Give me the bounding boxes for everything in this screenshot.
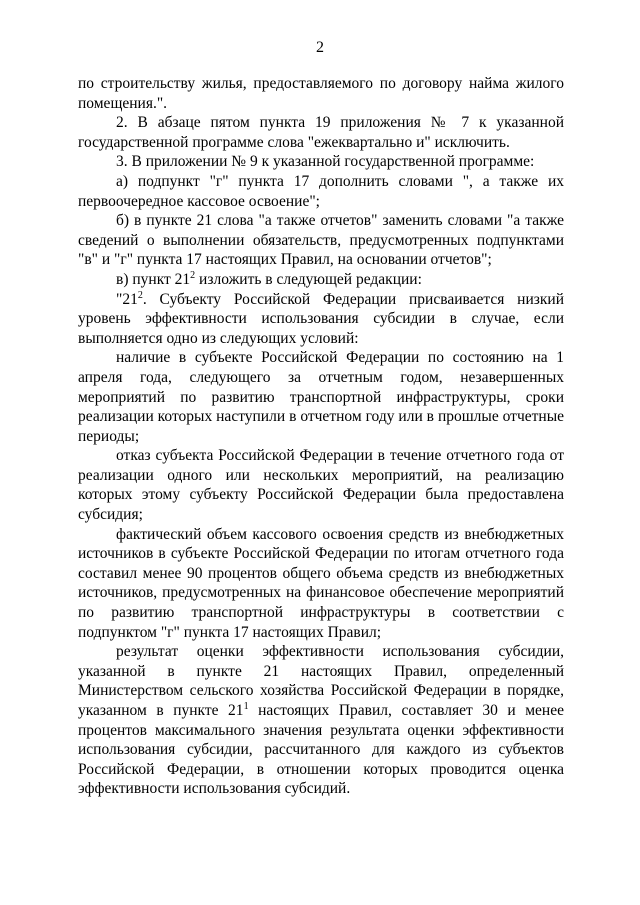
clause-21-2 — [78, 290, 564, 349]
condition-cash-execution: фактический объем кассового освоения средств из внебюджетных источников в субъекте Российской Федерации по итогам отчетного года составил менее 90 процентов общего объема средств из внебюджетных источников, предусмотренных на финансовое обеспечение мероприятий по развитию транспортной инфраструктуры в соответствии с подпунктом "г" пункта 17 настоящих Правил; — [78, 525, 564, 641]
paragraph-item-3: 3. В приложении № 9 к указанной государственной программе: — [116, 153, 535, 171]
clause-21-2-text-end: . Субъекту Российской Федерации присваивается низкий уровень эффективности использования субсидии в случае, если выполняется одно из следующих условий: — [78, 290, 564, 347]
condition-efficiency-text-start: результат оценки эффективности использования субсидии, указанной в пункте 21 настоящих Правил, определенный Министерством сельского хозяйства Российской Федерации в порядке, указанном в пункте 21 — [78, 643, 564, 719]
condition-efficiency-text-end: настоящих Правил, составляет 30 и менее процентов максимального значения результата оценки эффективности использования субсидии, рассчитанного для каждого из субъектов Российской Федерации, в отношении которых проводится оценка эффективности использования субсидий. — [78, 702, 564, 798]
clause-21-2-text-start: "21 — [116, 290, 138, 308]
subparagraph-a: а) подпункт "г" пункта 17 дополнить словами ", а также их первоочередное кассовое освоение"; — [78, 172, 564, 210]
superscript-index: 1 — [243, 701, 249, 712]
subparagraph-v-text-start: в) пункт 21 — [116, 270, 191, 288]
subparagraph-v — [78, 270, 564, 290]
document-body — [78, 74, 564, 799]
paragraph-continuation: по строительству жилья, предоставляемого по договору найма жилого помещения.". — [78, 75, 564, 112]
condition-unfinished-activities: наличие в субъекте Российской Федерации по состоянию на 1 апреля года, следующего за отчетным годом, незавершенных мероприятий по развитию транспортной инфраструктуры, сроки реализации которых наступили в отчетном году или в прошлые отчетные периоды; — [78, 349, 564, 445]
subparagraph-v-text-end: изложить в следующей редакции: — [195, 270, 422, 288]
superscript-index: 2 — [190, 269, 196, 281]
paragraph-item-2: 2. В абзаце пятом пункта 19 приложения № 7 к указанной государственной программе слова "ежеквартально и" исключить. — [78, 114, 564, 151]
superscript-index: 2 — [137, 289, 143, 301]
subparagraph-b: б) в пункте 21 слова "а также отчетов" заменить словами "а также сведений о выполнении обязательств, предусмотренных подпунктами "в" и "г" пункта 17 настоящих Правил, на основании отчетов"; — [78, 212, 564, 269]
page-number: 2 — [316, 39, 324, 56]
condition-efficiency-result — [78, 642, 564, 799]
condition-refusal: отказ субъекта Российской Федерации в течение отчетного года от реализации одного или нескольких мероприятий, на реализацию которых этому субъекту Российской Федерации была предоставлена субсидия; — [78, 447, 564, 524]
